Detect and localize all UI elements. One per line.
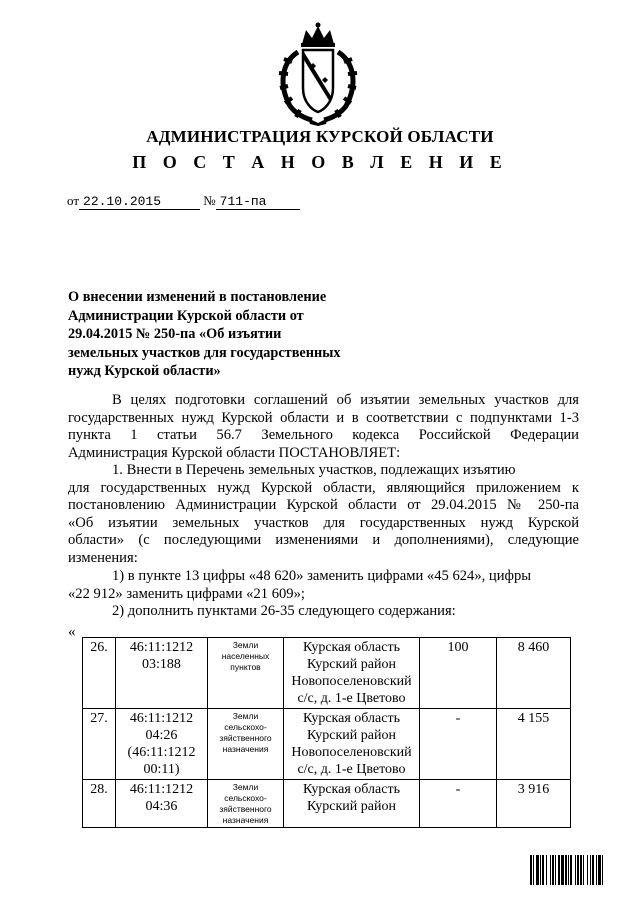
text-line: области» (с последующими изменениями и дополнениями), следующие <box>68 532 579 549</box>
subject-line: земельных участков для государственных <box>68 344 341 361</box>
subject-line: 29.04.2015 № 250-па «Об изъятии <box>68 326 282 342</box>
land-plots-table <box>82 637 571 828</box>
row-number: 28. <box>83 780 116 828</box>
land-category: Земли населенных пунктов <box>208 638 284 709</box>
date-prefix: от <box>67 193 80 208</box>
table-row <box>83 638 571 709</box>
value-column: 8 460 <box>497 638 571 709</box>
text-line: пункта 1 статьи 56.7 Земельного кодекса Российской Федерации <box>68 427 579 444</box>
text-line: 1. Внести в Перечень земельных участков, подлежащих изъятию <box>112 462 516 478</box>
subject-line: О внесении изменений в постановление <box>68 289 327 305</box>
document-number: 711-па <box>216 195 300 210</box>
cadastral-number: 46:11:1212 04:26 (46:11:1212 00:11) <box>116 709 208 780</box>
date-number-line <box>67 193 300 210</box>
land-category: Земли сельскохо- зяйственного назначения <box>208 780 284 828</box>
document-subject <box>68 288 364 381</box>
document-date: 22.10.2015 <box>79 195 200 210</box>
text-line: В целях подготовки соглашений об изъятии земельных участков для <box>112 392 579 408</box>
value-column: 3 916 <box>497 780 571 828</box>
text-line: «Об изъятии земельных участков для государственных нужд Курской <box>68 514 579 531</box>
area-column: 100 <box>420 638 497 709</box>
item-1-paragraph <box>68 462 579 568</box>
coat-of-arms-icon <box>268 22 368 126</box>
document-type: П О С Т А Н О В Л Е Н И Е <box>132 152 508 172</box>
text-line: 2) дополнить пунктами 26-35 следующего содержания: <box>112 603 456 619</box>
subitem-1-paragraph <box>68 568 579 603</box>
subitem-2-paragraph <box>68 603 579 621</box>
location: Курская область Курский район Новопоселеновский с/с, д. 1-е Цветово <box>284 638 420 709</box>
text-line: постановлению Администрации Курской области от 29.04.2015 № 250-па <box>68 497 579 514</box>
cadastral-number: 46:11:1212 03:188 <box>116 638 208 709</box>
area-column: - <box>420 709 497 780</box>
preamble-paragraph <box>68 392 579 462</box>
location: Курская область Курский район <box>284 780 420 828</box>
value-column: 4 155 <box>497 709 571 780</box>
location: Курская область Курский район Новопоселеновский с/с, д. 1-е Цветово <box>284 709 420 780</box>
text-line: изменения: <box>68 549 138 566</box>
row-number: 27. <box>83 709 116 780</box>
subject-line: Администрации Курской области от <box>68 307 304 324</box>
subject-line: нужд Курской области» <box>68 363 221 379</box>
text-line: для государственных нужд Курской области, являющийся приложением к <box>68 479 579 496</box>
table-row <box>83 780 571 828</box>
text-line: «22 912» заменить цифрами «21 609»; <box>68 585 305 602</box>
cadastral-number: 46:11:1212 04:36 <box>116 780 208 828</box>
text-line: Администрация Курской области ПОСТАНОВЛЯЕТ: <box>68 444 401 461</box>
opening-quote: « <box>68 624 76 640</box>
row-number: 26. <box>83 638 116 709</box>
barcode-icon <box>530 855 622 885</box>
text-line: государственных нужд Курской области и в соответствии с подпунктами 1-3 <box>68 409 579 426</box>
text-line: 1) в пункте 13 цифры «48 620» заменить цифрами «45 624», цифры <box>112 568 532 584</box>
table-row <box>83 709 571 780</box>
land-category: Земли сельскохо- зяйственного назначения <box>208 709 284 780</box>
number-prefix: № <box>203 193 216 208</box>
organization-title: АДМИНИСТРАЦИЯ КУРСКОЙ ОБЛАСТИ <box>146 127 494 146</box>
area-column: - <box>420 780 497 828</box>
